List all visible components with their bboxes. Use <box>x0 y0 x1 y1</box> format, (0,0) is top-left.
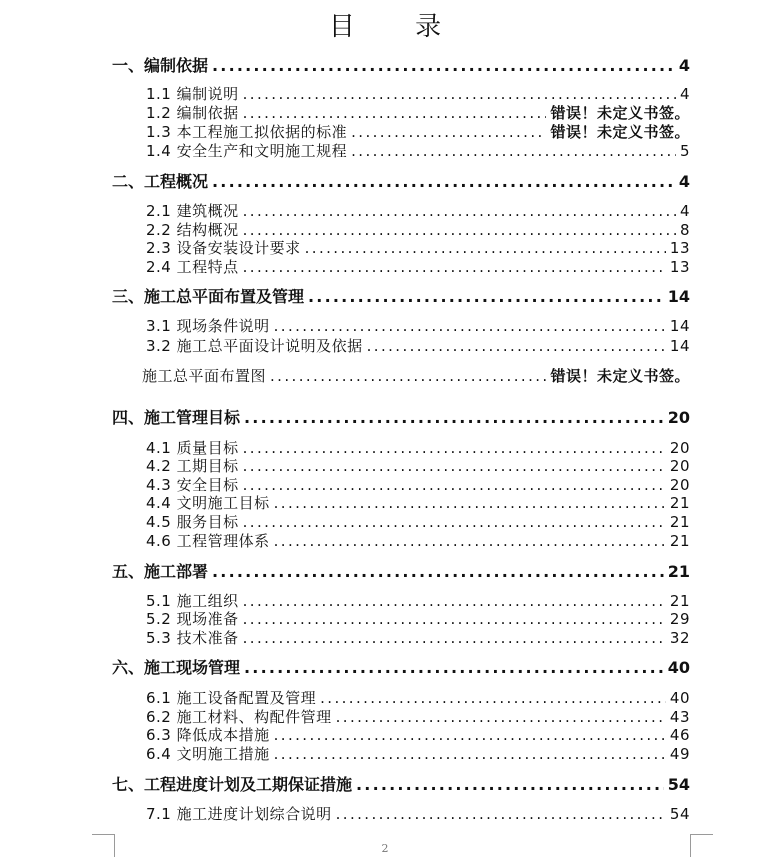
toc-entry-label: 1.4 安全生产和文明施工规程 <box>146 142 348 160</box>
toc-section-entry[interactable] <box>146 103 690 123</box>
toc-entry-label: 4.1 质量目标 <box>146 439 239 457</box>
toc-entry-page: 4 <box>678 56 690 75</box>
toc-entry-page: 43 <box>669 708 690 726</box>
toc-section-entry[interactable] <box>142 366 690 386</box>
toc-entry-label: 1.2 编制依据 <box>146 104 239 122</box>
toc-dot-leader <box>243 84 676 104</box>
toc-entry-label: 三、施工总平面布置及管理 <box>112 287 305 306</box>
toc-entry-label: 4.6 工程管理体系 <box>146 532 270 550</box>
toc-entry-page: 40 <box>669 689 690 707</box>
toc-dot-leader <box>243 609 666 629</box>
toc-entry-label: 6.2 施工材料、构配件管理 <box>146 708 332 726</box>
toc-section-entry[interactable] <box>146 512 690 532</box>
toc-entry-label: 4.5 服务目标 <box>146 513 239 531</box>
toc-entry-page: 40 <box>667 658 690 677</box>
toc-dot-leader <box>320 688 666 708</box>
toc-dot-leader <box>243 257 666 277</box>
toc-dot-leader <box>336 804 666 824</box>
toc-dot-leader <box>274 744 666 764</box>
toc-section-entry[interactable] <box>146 628 690 648</box>
toc-section-entry[interactable] <box>146 804 690 824</box>
toc-entry-page: 5 <box>679 142 690 160</box>
toc-entry-label: 5.1 施工组织 <box>146 592 239 610</box>
toc-dot-leader <box>243 512 666 532</box>
page-number: 2 <box>381 842 389 855</box>
toc-entry-label: 3.2 施工总平面设计说明及依据 <box>146 337 363 355</box>
toc-entry-label: 七、工程进度计划及工期保证措施 <box>112 775 353 794</box>
toc-entry-page: 21 <box>669 513 690 531</box>
toc-entry-page: 21 <box>669 494 690 512</box>
toc-section-entry[interactable] <box>146 609 690 629</box>
toc-dot-leader <box>308 287 664 307</box>
toc-entry-label: 5.2 现场准备 <box>146 610 239 628</box>
toc-entry-page: 13 <box>669 239 690 257</box>
toc-section-entry[interactable] <box>146 257 690 277</box>
toc-entry-label: 4.3 安全目标 <box>146 476 239 494</box>
toc-entry-label: 二、工程概况 <box>112 172 209 191</box>
toc-entry-page: 14 <box>667 287 690 306</box>
toc-section-entry[interactable] <box>146 493 690 513</box>
toc-section-entry[interactable] <box>146 591 690 611</box>
toc-entry-label: 1.1 编制说明 <box>146 85 239 103</box>
toc-chapter-entry[interactable] <box>112 56 690 76</box>
toc-dot-leader <box>274 531 666 551</box>
toc-entry-page: 20 <box>669 476 690 494</box>
toc-section-entry[interactable] <box>146 744 690 764</box>
toc-section-entry[interactable] <box>146 475 690 495</box>
toc-entry-page: 21 <box>667 562 690 581</box>
toc-section-entry[interactable] <box>146 531 690 551</box>
toc-entry-page: 49 <box>669 745 690 763</box>
toc-dot-leader <box>243 220 676 240</box>
toc-chapter-entry[interactable] <box>112 408 690 428</box>
toc-dot-leader <box>244 658 664 678</box>
toc-dot-leader <box>336 707 666 727</box>
toc-dot-leader <box>305 238 666 258</box>
toc-section-entry[interactable] <box>146 84 690 104</box>
toc-entry-label: 5.3 技术准备 <box>146 629 239 647</box>
toc-section-entry[interactable] <box>146 336 690 356</box>
toc-entry-page: 8 <box>679 221 690 239</box>
toc-dot-leader <box>243 103 547 123</box>
toc-dot-leader <box>351 141 676 161</box>
toc-dot-leader <box>274 493 666 513</box>
toc-entry-label: 施工总平面布置图 <box>142 367 267 385</box>
toc-dot-leader <box>212 56 675 76</box>
toc-entry-page: 32 <box>669 629 690 647</box>
toc-dot-leader <box>351 122 546 142</box>
toc-entry-page: 21 <box>669 532 690 550</box>
toc-dot-leader <box>243 456 666 476</box>
toc-dot-leader <box>367 336 666 356</box>
toc-section-entry[interactable] <box>146 141 690 161</box>
toc-chapter-entry[interactable] <box>112 658 690 678</box>
toc-entry-page: 20 <box>669 457 690 475</box>
toc-entry-label: 2.4 工程特点 <box>146 258 239 276</box>
toc-section-entry[interactable] <box>146 238 690 258</box>
toc-entry-error-page: 错误！未定义书签。 <box>550 367 690 385</box>
toc-entry-label: 1.3 本工程施工拟依据的标准 <box>146 123 348 141</box>
toc-entry-label: 6.1 施工设备配置及管理 <box>146 689 317 707</box>
toc-entry-page: 21 <box>669 592 690 610</box>
toc-entry-page: 20 <box>667 408 690 427</box>
toc-entry-label: 4.2 工期目标 <box>146 457 239 475</box>
toc-chapter-entry[interactable] <box>112 287 690 307</box>
toc-entry-page: 13 <box>669 258 690 276</box>
toc-entry-label: 6.4 文明施工措施 <box>146 745 270 763</box>
toc-dot-leader <box>243 438 666 458</box>
toc-dot-leader <box>356 775 664 795</box>
toc-dot-leader <box>270 366 546 386</box>
toc-dot-leader <box>212 172 675 192</box>
toc-entry-label: 一、编制依据 <box>112 56 209 75</box>
toc-entry-label: 3.1 现场条件说明 <box>146 317 270 335</box>
toc-entry-label: 2.2 结构概况 <box>146 221 239 239</box>
toc-chapter-entry[interactable] <box>112 775 690 795</box>
toc-section-entry[interactable] <box>146 201 690 221</box>
toc-entry-page: 14 <box>669 317 690 335</box>
toc-entry-page: 4 <box>679 202 690 220</box>
toc-dot-leader <box>243 201 676 221</box>
toc-entry-label: 六、施工现场管理 <box>112 658 241 677</box>
toc-chapter-entry[interactable] <box>112 562 690 582</box>
toc-dot-leader <box>244 408 664 428</box>
toc-section-entry[interactable] <box>146 688 690 708</box>
toc-section-entry[interactable] <box>146 456 690 476</box>
page-title: 目 录 <box>328 12 468 42</box>
toc-chapter-entry[interactable] <box>112 172 690 192</box>
toc-entry-label: 4.4 文明施工目标 <box>146 494 270 512</box>
toc-section-entry[interactable] <box>146 316 690 336</box>
toc-entry-page: 4 <box>678 172 690 191</box>
toc-entry-page: 4 <box>679 85 690 103</box>
toc-dot-leader <box>243 591 666 611</box>
toc-entry-error-page: 错误！未定义书签。 <box>550 104 690 122</box>
toc-entry-label: 6.3 降低成本措施 <box>146 726 270 744</box>
toc-entry-label: 7.1 施工进度计划综合说明 <box>146 805 332 823</box>
toc-entry-page: 29 <box>669 610 690 628</box>
toc-section-entry[interactable] <box>146 438 690 458</box>
toc-entry-page: 54 <box>667 775 690 794</box>
toc-section-entry[interactable] <box>146 707 690 727</box>
toc-entry-page: 46 <box>669 726 690 744</box>
toc-section-entry[interactable] <box>146 220 690 240</box>
toc-dot-leader <box>212 562 664 582</box>
toc-entry-label: 四、施工管理目标 <box>112 408 241 427</box>
toc-entry-label: 五、施工部署 <box>112 562 209 581</box>
toc-dot-leader <box>243 628 666 648</box>
toc-entry-error-page: 错误！未定义书签。 <box>550 123 690 141</box>
toc-entry-page: 54 <box>669 805 690 823</box>
toc-dot-leader <box>274 725 666 745</box>
toc-entry-label: 2.1 建筑概况 <box>146 202 239 220</box>
toc-section-entry[interactable] <box>146 725 690 745</box>
toc-entry-page: 14 <box>669 337 690 355</box>
toc-dot-leader <box>274 316 666 336</box>
toc-entry-page: 20 <box>669 439 690 457</box>
toc-entry-label: 2.3 设备安装设计要求 <box>146 239 301 257</box>
toc-dot-leader <box>243 475 666 495</box>
toc-section-entry[interactable] <box>146 122 690 142</box>
